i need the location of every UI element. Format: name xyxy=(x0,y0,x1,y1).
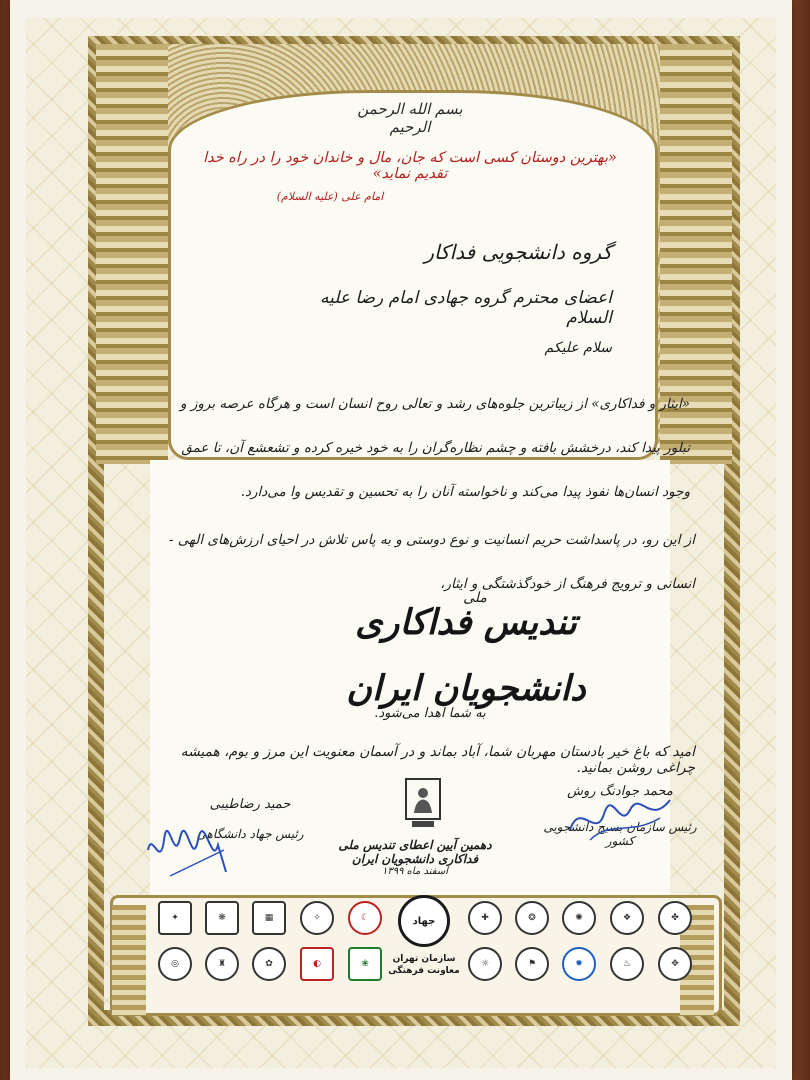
sponsor-logo-12: ♜ xyxy=(205,947,239,981)
sponsor-logo-7: ❂ xyxy=(515,901,549,935)
sponsor-logo-14: ◐ xyxy=(300,947,334,981)
jahad-logo: جهاد xyxy=(398,895,450,947)
quote-attribution: امام علی (علیه السلام) xyxy=(276,190,384,203)
closing-line: امید که باغ خیر بادستان مهربان شما، آباد بماند و در آسمان معنویت این مرز و بوم، همیشه چراغی روشن بمانید. xyxy=(180,744,695,776)
headline-superscript: ملی xyxy=(463,590,487,606)
greeting: سلام علیکم xyxy=(544,340,612,356)
signatory-right-name: محمد جوادنگ روش xyxy=(567,784,673,799)
basmala: بسم الله الرحمن الرحیم xyxy=(357,100,463,136)
jahad-caption: سازمان تهران معاونت فرهنگی xyxy=(388,954,460,976)
recipient-group: گروه دانشجویی فداکار xyxy=(424,240,612,264)
sponsor-logo-3: ▦ xyxy=(252,901,286,935)
sponsor-logo-20: ✥ xyxy=(658,947,692,981)
sponsor-logo-18: ✹ xyxy=(562,947,596,981)
signatory-right-title: رئیس سازمان بسیج دانشجویی کشور xyxy=(543,820,697,848)
body-paragraph-2: از این رو، در پاسداشت حریم انسانیت و نوع دوستی و به پاس تلاش در احیای ارزش‌های الهی - انسانی و ترویج فرهنگ از خودگذشتگی و ایثار، xyxy=(168,532,695,592)
sponsor-logo-4: ✧ xyxy=(300,901,334,935)
right-signature xyxy=(560,790,680,850)
signatory-left-title: رئیس جهاد دانشگاهی xyxy=(196,827,304,841)
sponsor-logo-19: ♨ xyxy=(610,947,644,981)
bottom-left-corner-ornament xyxy=(112,905,146,1015)
sponsor-logos xyxy=(150,895,710,995)
sponsor-logo-8: ✺ xyxy=(562,901,596,935)
sponsor-logo-11: ◎ xyxy=(158,947,192,981)
event-date: اسفند ماه ۱۳۹۹ xyxy=(382,866,448,877)
award-statue-emblem xyxy=(398,775,448,835)
body-paragraph-1: «ایثار و فداکاری» از زیباترین جلوه‌های رشد و تعالی روح انسان است و هرگاه عرصه بروز و تبلور پیدا کند، درخشش بافته و چشم نظاره‌گران را به خود خیره کرده و تشعشع آن، تا عمق وجود انسان‌ها نفوذ پیدا می‌کند و ناخواسته آنان را به تحسین و تقدیس وا می‌دارد. xyxy=(180,396,690,500)
event-title: دهمین آیین اعطای تندیس ملی فداکاری دانشجویان ایران xyxy=(338,838,492,866)
sponsor-logo-13: ✿ xyxy=(252,947,286,981)
sponsor-logo-6: ✚ xyxy=(468,901,502,935)
signatory-left-name: حمید رضاطیبی xyxy=(209,797,291,812)
sponsor-logo-1: ✦ xyxy=(158,901,192,935)
sponsor-logo-17: ⚑ xyxy=(515,947,549,981)
sponsor-logo-16: ☼ xyxy=(468,947,502,981)
award-headline: تندیس فداکاری دانشجویان ایران xyxy=(346,602,586,709)
red-crescent-logo: ☾ xyxy=(348,901,382,935)
sponsor-logo-2: ❋ xyxy=(205,901,239,935)
presented-line: به شما اهدا می‌شود. xyxy=(374,706,486,721)
sponsor-logo-9: ❖ xyxy=(610,901,644,935)
sponsor-logo-15: ❀ xyxy=(348,947,382,981)
hadith-quote: «بهترین دوستان کسی است که جان، مال و خاندان خود را در راه خدا تقدیم نماید» xyxy=(203,150,617,182)
sponsor-logo-10: ✤ xyxy=(658,901,692,935)
recipient-members: اعضای محترم گروه جهادی امام رضا علیه السلام xyxy=(320,288,612,328)
left-signature xyxy=(140,810,230,880)
